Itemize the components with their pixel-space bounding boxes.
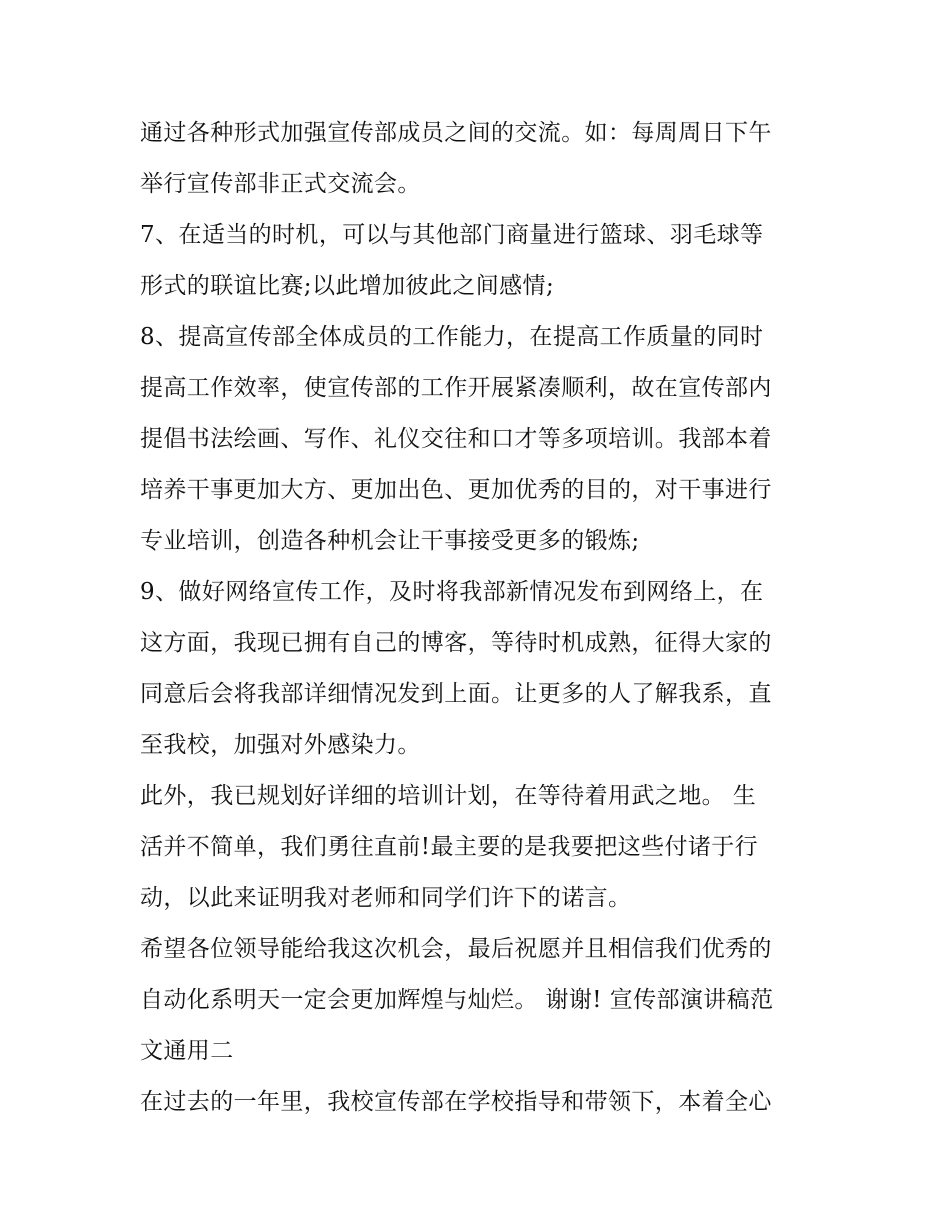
text-line: 希望各位领导能给我这次机会，最后祝愿并且相信我们优秀的 bbox=[140, 936, 772, 962]
text-line: 文通用二 bbox=[140, 1038, 234, 1064]
text-line: 专业培训，创造各种机会让干事接受更多的锻炼; bbox=[140, 528, 640, 554]
text-line: 同意后会将我部详细情况发到上面。让更多的人了解我系，直 bbox=[140, 681, 772, 707]
text-line: 7、在适当的时机，可以与其他部门商量进行篮球、羽毛球等 bbox=[140, 222, 764, 248]
text-line: 提倡书法绘画、写作、礼仪交往和口才等多项培训。我部本着 bbox=[140, 426, 772, 452]
text-line: 自动化系明天一定会更加辉煌与灿烂。 谢谢! 宣传部演讲稿范 bbox=[140, 987, 774, 1013]
text-line: 在过去的一年里，我校宣传部在学校指导和带领下，本着全心 bbox=[140, 1089, 772, 1115]
text-line: 提高工作效率，使宣传部的工作开展紧凑顺利，故在宣传部内 bbox=[140, 375, 772, 401]
text-line: 此外，我已规划好详细的培训计划，在等待着用武之地。 生 bbox=[140, 783, 757, 809]
text-line: 至我校，加强对外感染力。 bbox=[140, 732, 421, 758]
text-line: 8、提高宣传部全体成员的工作能力，在提高工作质量的同时 bbox=[140, 324, 764, 350]
text-line: 培养干事更加大方、更加出色、更加优秀的目的，对干事进行 bbox=[140, 477, 772, 503]
text-line: 动，以此来证明我对老师和同学们许下的诺言。 bbox=[140, 885, 632, 911]
text-line: 这方面，我现已拥有自己的博客，等待时机成熟，征得大家的 bbox=[140, 630, 772, 656]
text-line: 活并不简单，我们勇往直前!最主要的是我要把这些付诸于行 bbox=[140, 834, 759, 860]
text-line: 9、做好网络宣传工作，及时将我部新情况发布到网络上，在 bbox=[140, 579, 764, 605]
text-line: 通过各种形式加强宣传部成员之间的交流。如：每周周日下午 bbox=[140, 120, 772, 146]
text-line: 举行宣传部非正式交流会。 bbox=[140, 171, 421, 197]
text-line: 形式的联谊比赛;以此增加彼此之间感情; bbox=[140, 273, 555, 299]
document-body bbox=[140, 108, 820, 1128]
